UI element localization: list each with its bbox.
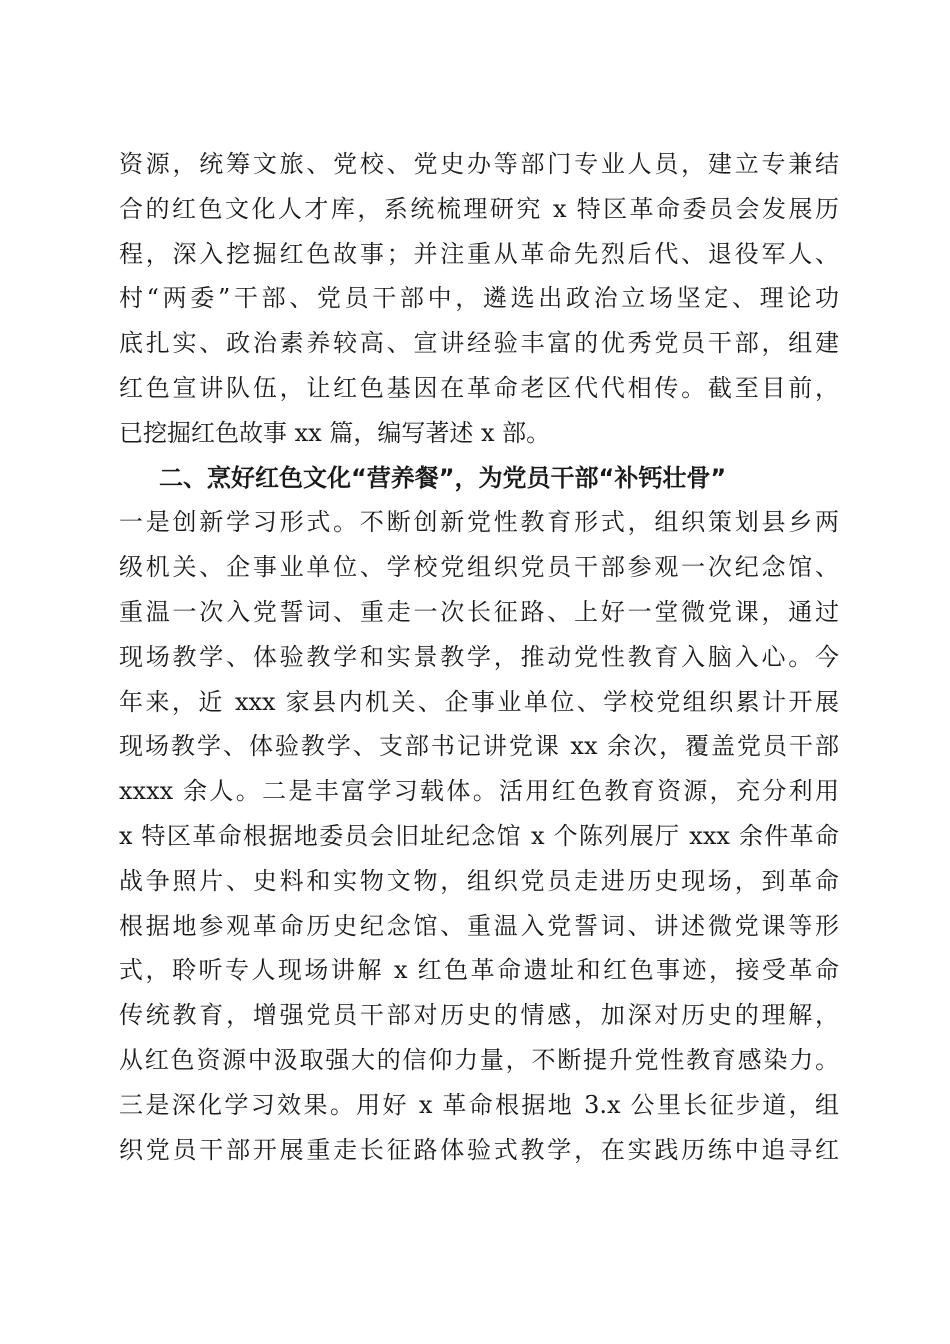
paragraph-line: 现场教学、体验教学、支部书记讲党课 xx 余次，覆盖党员干部 bbox=[119, 732, 839, 761]
paragraph-line: 底扎实、政治素养较高、宣讲经验丰富的优秀党员干部，组建 bbox=[119, 329, 839, 358]
paragraph-line: 现场教学、体验教学和实景教学，推动党性教育入脑入心。今 bbox=[119, 642, 839, 671]
paragraph-line: 红色宣讲队伍，让红色基因在革命老区代代相传。截至目前， bbox=[119, 374, 839, 402]
paragraph-line: 三是深化学习效果。用好 x 革命根据地 3.x 公里长征步道，组 bbox=[119, 1090, 839, 1119]
paragraph-line: 级机关、企事业单位、学校党组织党员干部参观一次纪念馆、 bbox=[119, 553, 839, 582]
paragraph-line: 织党员干部开展重走长征路体验式教学，在实践历练中追寻红 bbox=[119, 1135, 839, 1164]
paragraph-line: 式，聆听专人现场讲解 x 红色革命遗址和红色事迹，接受革命 bbox=[119, 956, 839, 985]
paragraph-line: 村“两委”干部、党员干部中，遴选出政治立场坚定、理论功 bbox=[119, 284, 839, 313]
paragraph-line: 已挖掘红色故事 xx 篇，编写著述 x 部。 bbox=[119, 418, 551, 447]
paragraph-line: 传统教育，增强党员干部对历史的情感，加深对历史的理解， bbox=[119, 1001, 839, 1030]
paragraph-line: x 特区革命根据地委员会旧址纪念馆 x 个陈列展厅 xxx 余件革命 bbox=[119, 822, 839, 850]
paragraph-line: 资源，统筹文旅、党校、党史办等部门专业人员，建立专兼结 bbox=[119, 150, 839, 178]
paragraph-line: 根据地参观革命历史纪念馆、重温入党誓词、讲述微党课等形 bbox=[119, 911, 839, 940]
paragraph-line: 年来，近 xxx 家县内机关、企事业单位、学校党组织累计开展 bbox=[119, 687, 839, 716]
paragraph-line: 从红色资源中汲取强大的信仰力量，不断提升党性教育感染力。 bbox=[119, 1046, 839, 1074]
paragraph-line: 战争照片、史料和实物文物，组织党员走进历史现场，到革命 bbox=[119, 866, 839, 895]
paragraph-line: 合的红色文化人才库，系统梳理研究 x 特区革命委员会发展历 bbox=[119, 194, 839, 223]
paragraph-line: 重温一次入党誓词、重走一次长征路、上好一堂微党课，通过 bbox=[119, 598, 839, 626]
paragraph-line: 程，深入挖掘红色故事；并注重从革命先烈后代、退役军人、 bbox=[119, 239, 839, 268]
paragraph-line: 一是创新学习形式。不断创新党性教育形式，组织策划县乡两 bbox=[119, 508, 839, 537]
section-heading: 二、烹好红色文化“营养餐”，为党员干部“补钙壮骨” bbox=[159, 463, 727, 492]
paragraph-line: xxxx 余人。二是丰富学习载体。活用红色教育资源，充分利用 bbox=[119, 777, 839, 806]
